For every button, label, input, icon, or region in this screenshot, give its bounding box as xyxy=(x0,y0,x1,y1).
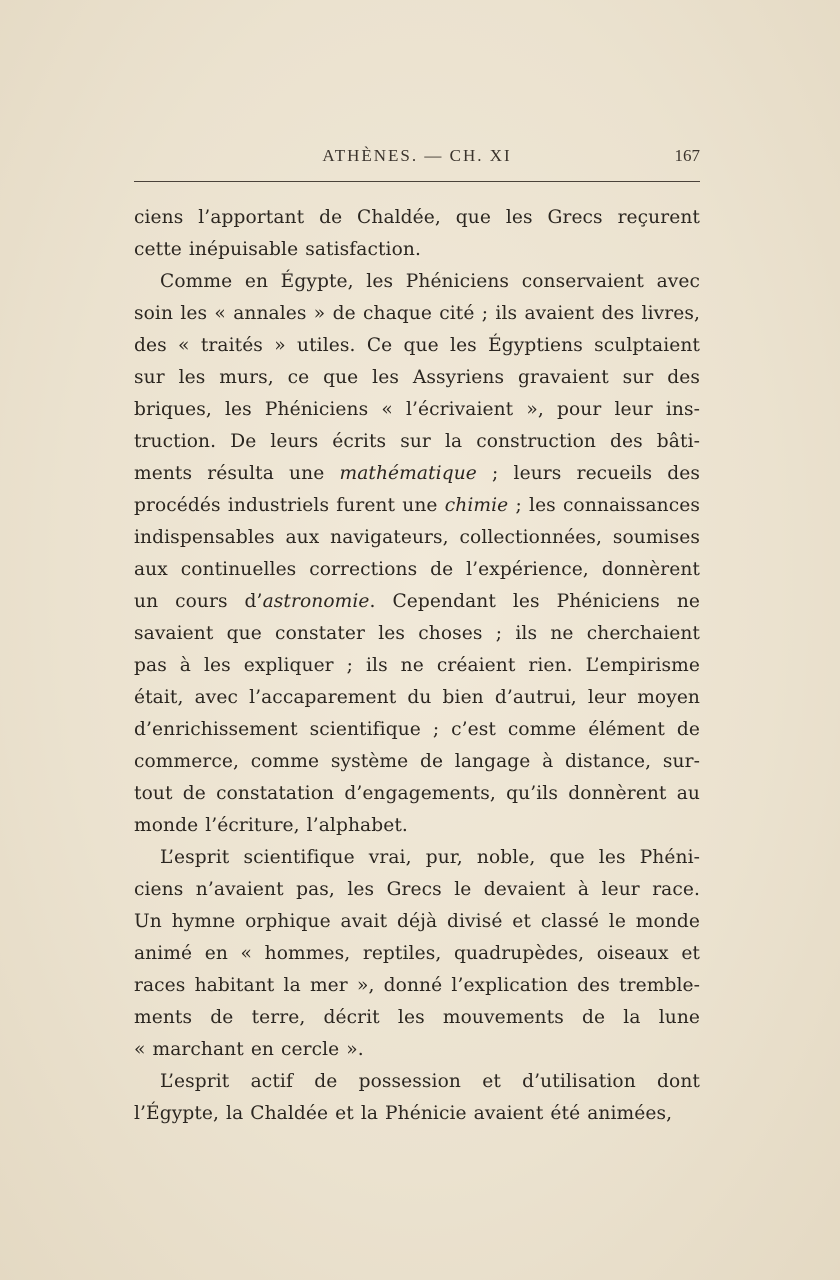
text-line xyxy=(134,1098,700,1130)
text-run: ments résulta une xyxy=(134,463,340,484)
text-run: briques, les Phéniciens « l’écrivaient », pour leur ins- xyxy=(134,399,700,420)
text-run: races habitant la mer », donné l’explication des tremble- xyxy=(134,975,700,996)
text-line xyxy=(134,938,700,970)
text-run: pas à les expliquer ; ils ne créaient rien. L’empirisme xyxy=(134,655,700,676)
body-text xyxy=(134,202,700,1130)
text-line xyxy=(134,746,700,778)
text-line xyxy=(134,650,700,682)
italic-term: chimie xyxy=(444,495,509,516)
text-run: « marchant en cercle ». xyxy=(134,1039,364,1060)
page-number: 167 xyxy=(674,146,700,165)
text-run: était, avec l’accaparement du bien d’autrui, leur moyen xyxy=(134,687,700,708)
text-run: des « traités » utiles. Ce que les Égyptiens sculptaient xyxy=(134,335,700,356)
text-line xyxy=(134,426,700,458)
text-line xyxy=(134,842,700,874)
italic-term: astronomie xyxy=(262,591,370,612)
text-run: ciens l’apportant de Chaldée, que les Grecs reçurent xyxy=(134,207,700,228)
text-line xyxy=(134,266,700,298)
text-run: soin les « annales » de chaque cité ; ils avaient des livres, xyxy=(134,303,700,324)
text-run: indispensables aux navigateurs, collectionnées, soumises xyxy=(134,527,700,548)
text-run: Comme en Égypte, les Phéniciens conservaient avec xyxy=(160,271,700,292)
text-line xyxy=(134,490,700,522)
text-line xyxy=(134,330,700,362)
text-run: ; les connaissances xyxy=(508,495,701,516)
text-line xyxy=(134,874,700,906)
text-line xyxy=(134,298,700,330)
text-line xyxy=(134,554,700,586)
text-line xyxy=(134,682,700,714)
text-run: savaient que constater les choses ; ils ne cherchaient xyxy=(134,623,700,644)
text-line xyxy=(134,458,700,490)
text-line xyxy=(134,202,700,234)
running-head xyxy=(134,146,700,172)
text-line xyxy=(134,970,700,1002)
text-run: un cours d’ xyxy=(134,591,263,612)
text-line xyxy=(134,618,700,650)
text-line xyxy=(134,810,700,842)
text-run: ciens n’avaient pas, les Grecs le devaient à leur race. xyxy=(134,879,700,900)
text-line xyxy=(134,1002,700,1034)
text-run: l’Égypte, la Chaldée et la Phénicie avaient été animées, xyxy=(134,1103,673,1124)
text-run: cette inépuisable satisfaction. xyxy=(134,239,421,260)
text-run: monde l’écriture, l’alphabet. xyxy=(134,815,408,836)
header-rule xyxy=(134,181,700,182)
text-line xyxy=(134,1066,700,1098)
text-run: commerce, comme système de langage à distance, sur- xyxy=(134,751,700,772)
text-run: animé en « hommes, reptiles, quadrupèdes, oiseaux et xyxy=(134,943,700,964)
italic-term: mathématique xyxy=(339,463,477,484)
text-run: ; leurs recueils des xyxy=(476,463,701,484)
text-run: tout de constatation d’engagements, qu’ils donnèrent au xyxy=(134,783,700,804)
running-title: ATHÈNES. — CH. XI xyxy=(322,146,512,165)
text-line xyxy=(134,778,700,810)
paragraph xyxy=(134,1066,700,1130)
text-line xyxy=(134,906,700,938)
text-run: Un hymne orphique avait déjà divisé et classé le monde xyxy=(134,911,700,932)
text-run: procédés industriels furent une xyxy=(134,495,445,516)
paragraph xyxy=(134,842,700,1066)
text-run: ments de terre, décrit les mouvements de la lune xyxy=(134,1007,700,1028)
text-run: L’esprit scientifique vrai, pur, noble, que les Phéni- xyxy=(160,847,700,868)
text-run: L’esprit actif de possession et d’utilisation dont xyxy=(160,1071,700,1092)
paragraph xyxy=(134,266,700,842)
paragraph xyxy=(134,202,700,266)
text-line xyxy=(134,1034,700,1066)
text-line xyxy=(134,394,700,426)
text-line xyxy=(134,714,700,746)
text-line xyxy=(134,234,700,266)
text-run: . Cependant les Phéniciens ne xyxy=(369,591,700,612)
text-line xyxy=(134,586,700,618)
text-run: aux continuelles corrections de l’expérience, donnèrent xyxy=(134,559,700,580)
text-run: truction. De leurs écrits sur la construction des bâti- xyxy=(134,431,700,452)
text-run: sur les murs, ce que les Assyriens gravaient sur des xyxy=(134,367,700,388)
text-run: d’enrichissement scientifique ; c’est comme élément de xyxy=(134,719,700,740)
text-line xyxy=(134,522,700,554)
text-line xyxy=(134,362,700,394)
